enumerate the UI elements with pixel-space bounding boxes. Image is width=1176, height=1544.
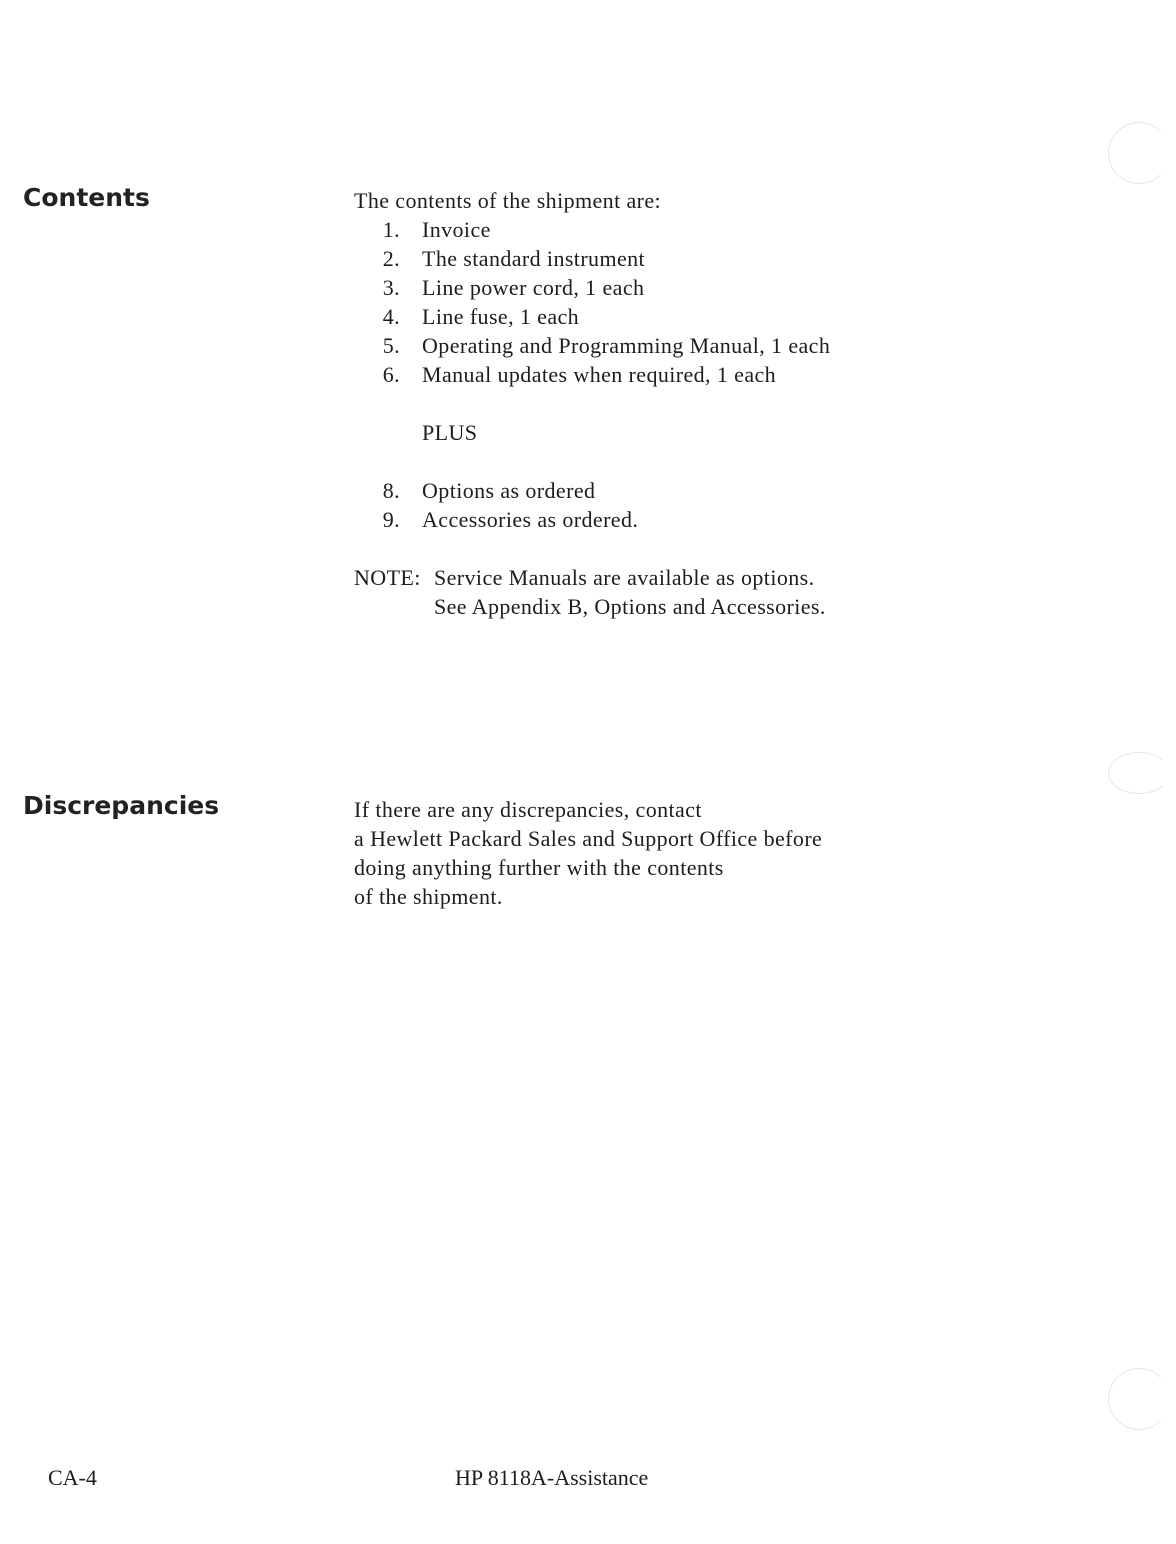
list-item-number: 8.: [382, 478, 400, 503]
list-item: [354, 331, 1054, 360]
note: [354, 563, 1054, 621]
list-item-text: Invoice: [422, 217, 491, 242]
note-text-line-2: See Appendix B, Options and Accessories.: [434, 594, 826, 619]
page-number: CA-4: [48, 1465, 97, 1490]
list-item: [354, 244, 1054, 273]
paragraph-line: doing anything further with the contents: [354, 855, 724, 880]
paragraph-line: a Hewlett Packard Sales and Support Office before: [354, 826, 823, 851]
list-item-text: Manual updates when required, 1 each: [422, 362, 777, 387]
list-item: [354, 273, 1054, 302]
note-label: NOTE:: [354, 565, 421, 590]
note-text-line-1: Service Manuals are available as options.: [434, 565, 815, 590]
list-item-text: Line fuse, 1 each: [422, 304, 580, 329]
list-item-text: Line power cord, 1 each: [422, 275, 645, 300]
contents-intro: The contents of the shipment are:: [354, 188, 662, 213]
punch-hole-mark: [1108, 122, 1170, 184]
list-item-number: 5.: [382, 333, 400, 358]
list-item: [354, 302, 1054, 331]
list-item-number: 2.: [382, 246, 400, 271]
list-item-text: Operating and Programming Manual, 1 each: [422, 333, 831, 358]
paragraph-line: If there are any discrepancies, contact: [354, 797, 702, 822]
list-item-text: Options as ordered: [422, 478, 596, 503]
list-item-number: 4.: [382, 304, 400, 329]
list-item-number: 6.: [382, 362, 400, 387]
list-item-number: 1.: [382, 217, 400, 242]
contents-section: [354, 186, 1054, 621]
plus-label: PLUS: [422, 420, 478, 445]
list-item: [354, 505, 1054, 534]
discrepancies-section: [354, 795, 1054, 911]
list-item: [354, 360, 1054, 389]
punch-hole-mark: [1108, 752, 1170, 794]
paragraph-line: of the shipment.: [354, 884, 503, 909]
contents-heading: Contents: [23, 183, 150, 212]
list-item-number: 3.: [382, 275, 400, 300]
list-item: [354, 476, 1054, 505]
discrepancies-heading: Discrepancies: [23, 791, 220, 820]
list-item: [354, 215, 1054, 244]
footer-title: HP 8118A-Assistance: [455, 1465, 649, 1490]
punch-hole-mark: [1108, 1368, 1170, 1430]
list-item-text: The standard instrument: [422, 246, 646, 271]
list-item-text: Accessories as ordered.: [422, 507, 639, 532]
list-item-number: 9.: [382, 507, 400, 532]
